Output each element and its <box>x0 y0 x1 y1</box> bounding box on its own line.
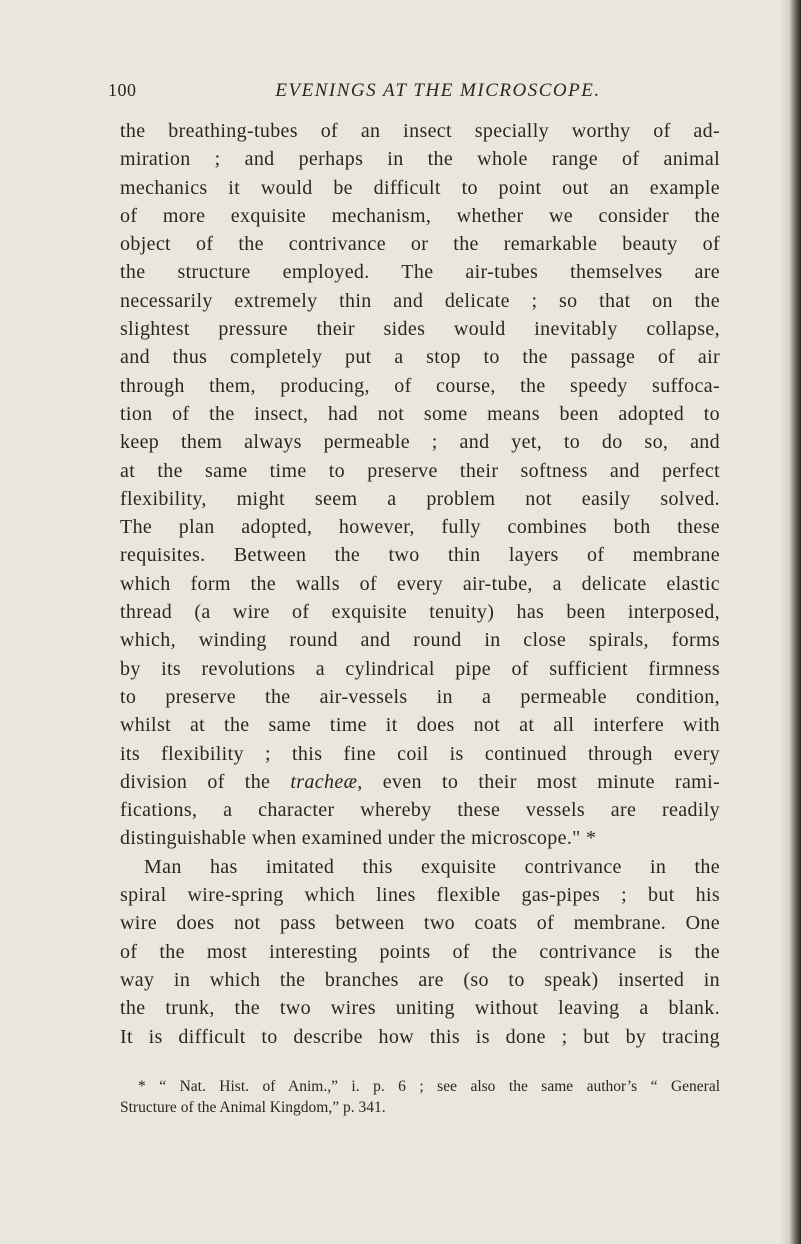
body-line: fications, a character whereby these vessels are readily <box>120 799 720 822</box>
body-line: mechanics it would be difficult to point out an example <box>120 176 720 199</box>
body-line: object of the contrivance or the remarkable beauty of <box>120 233 720 256</box>
body-line: which, winding round and round in close spirals, forms <box>120 629 720 652</box>
body-line: It is difficult to describe how this is done ; but by tracing <box>120 1025 720 1048</box>
italic-term-tracheae: tracheæ, <box>290 770 363 793</box>
body-line: and thus completely put a stop to the passage of air <box>120 346 720 369</box>
body-line: which form the walls of every air-tube, a delicate elastic <box>120 572 720 595</box>
body-line: tion of the insect, had not some means been adopted to <box>120 402 720 425</box>
running-title: EVENINGS AT THE MICROSCOPE. <box>275 80 601 101</box>
body-line: The plan adopted, however, fully combines both these <box>120 516 720 539</box>
body-line: Man has imitated this exquisite contrivance in the <box>144 855 720 878</box>
body-line: keep them always permeable ; and yet, to do so, and <box>120 431 720 454</box>
body-line: through them, producing, of course, the speedy suffoca- <box>120 374 720 397</box>
body-line: of more exquisite mechanism, whether we consider the <box>120 204 720 227</box>
body-line: its flexibility ; this fine coil is continued through every <box>120 742 720 765</box>
footnote-line: Structure of the Animal Kingdom,” p. 341. <box>120 1099 386 1116</box>
body-line: flexibility, might seem a problem not easily solved. <box>120 487 720 510</box>
body-line: necessarily extremely thin and delicate ; so that on the <box>120 289 720 312</box>
body-line: miration ; and perhaps in the whole range of animal <box>120 148 720 171</box>
body-text <box>120 117 720 1051</box>
body-line-start: division of the <box>120 770 291 793</box>
footnote-line: * “ Nat. Hist. of Anim.,” i. p. 6 ; see also the same author’s “ General <box>138 1078 720 1095</box>
body-line: distinguishable when examined under the microscope." * <box>120 827 597 850</box>
body-line: to preserve the air-vessels in a permeable condition, <box>120 685 720 708</box>
body-line: way in which the branches are (so to speak) inserted in <box>120 968 720 991</box>
body-line: thread (a wire of exquisite tenuity) has been interposed, <box>120 601 720 624</box>
page-edge <box>789 0 801 1244</box>
body-line: the structure employed. The air-tubes themselves are <box>120 261 720 284</box>
page-header <box>108 80 728 106</box>
body-line: whilst at the same time it does not at all interfere with <box>120 714 720 737</box>
body-line: requisites. Between the two thin layers of membrane <box>120 544 720 567</box>
body-line: the breathing-tubes of an insect specially worthy of ad- <box>120 120 720 142</box>
body-line: at the same time to preserve their softness and perfect <box>120 459 720 482</box>
page-edge-shadow <box>779 0 789 1244</box>
body-line: of the most interesting points of the contrivance is the <box>120 940 720 963</box>
footnote <box>120 1076 720 1118</box>
body-line-tracheae <box>120 768 720 796</box>
body-line: by its revolutions a cylindrical pipe of sufficient firmness <box>120 657 720 680</box>
body-line: the trunk, the two wires uniting without leaving a blank. <box>120 997 720 1020</box>
page-number: 100 <box>108 80 137 100</box>
body-line: slightest pressure their sides would inevitably collapse, <box>120 318 720 341</box>
body-line: spiral wire-spring which lines flexible gas-pipes ; but his <box>120 884 720 907</box>
body-line-end: even to their most minute rami- <box>362 770 720 793</box>
body-line: wire does not pass between two coats of membrane. One <box>120 912 720 935</box>
